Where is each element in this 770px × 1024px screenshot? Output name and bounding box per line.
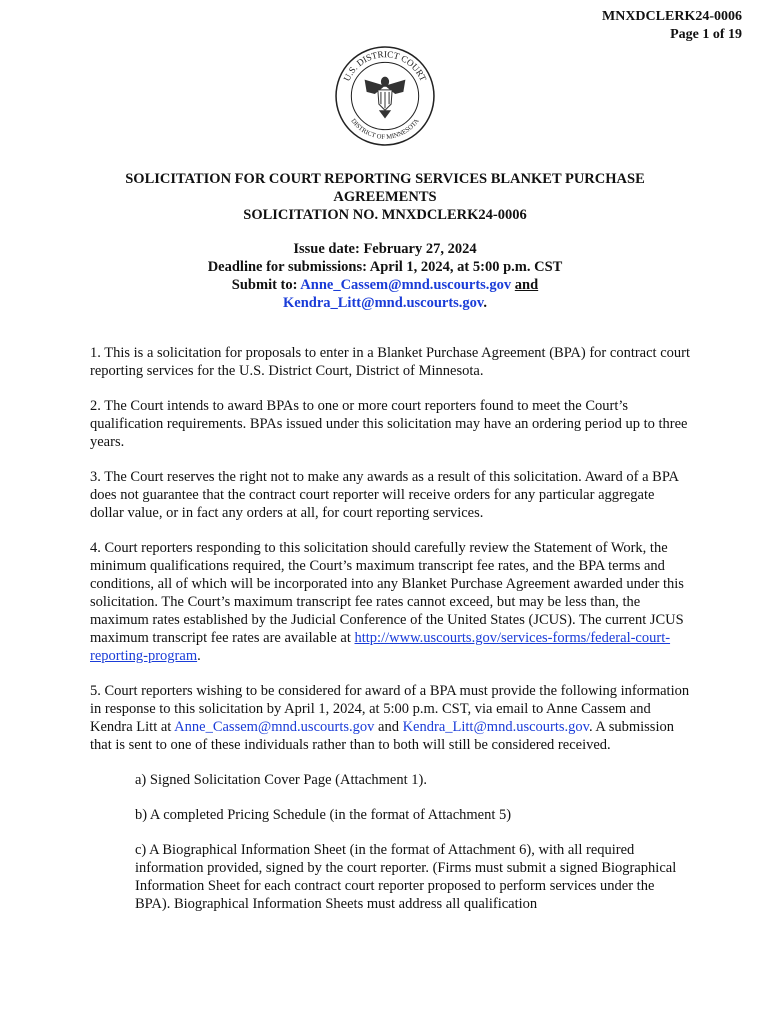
solicitation-number: MNXDCLERK24-0006 [602,9,742,24]
submit-to-line-2 [0,294,770,312]
email-link-kendra[interactable]: Kendra_Litt@mnd.uscourts.gov [282,295,484,311]
email-link-anne[interactable]: Anne_Cassem@mnd.uscourts.gov [300,277,512,293]
list-item-a: a) Signed Solicitation Cover Page (Attachment 1). [135,772,427,788]
seal-bottom-text: DISTRICT OF MINNESOTA [349,117,421,141]
issue-date: Issue date: February 27, 2024 [293,241,477,257]
solicitation-title [0,170,770,224]
title-line-1: SOLICITATION FOR COURT REPORTING SERVICES BLANKET PURCHASE [125,171,645,187]
paragraph-3: 3. The Court reserves the right not to make any awards as a result of this solicitation. Award of a BPA does not guarantee that the contract court reporter will receive orders for any particular aggregate dollar value, or in fact any orders at all, for court reporting services. [90,469,679,521]
paragraph-4-end: . [197,648,201,664]
and-text: and [514,277,539,293]
submit-to-label: Submit to: [231,277,301,293]
email-link-kendra-body[interactable]: Kendra_Litt@mnd.uscourts.gov [402,719,589,735]
period: . [483,295,488,311]
paragraph-4 [90,539,690,665]
email-link-anne-body[interactable]: Anne_Cassem@mnd.uscourts.gov [174,719,375,735]
submission-info [0,240,770,312]
submit-to-line [0,276,770,294]
list-item-b: b) A completed Pricing Schedule (in the format of Attachment 5) [135,807,512,823]
paragraph-5-text-b: . A submission that is sent to one of these individuals rather than to both will still be considered received. [90,719,674,753]
title-line-2: AGREEMENTS [333,189,437,205]
title-line-3: SOLICITATION NO. MNXDCLERK24-0006 [243,207,527,223]
deadline: Deadline for submissions: April 1, 2024, at 5:00 p.m. CST [207,259,563,275]
paragraph-5-and: and [374,719,403,735]
court-seal-icon [334,45,436,147]
document-header [602,8,742,44]
list-item-c: c) A Biographical Information Sheet (in the format of Attachment 6), with all required information provided, signed by the court reporter. (Firms must submit a signed Biographical Information Sheet for each contract court reporter proposed to perform services under the BPA). Biographical Information Sheets must address all qualification [135,842,677,912]
page-number: Page 1 of 19 [670,27,742,42]
document-body [90,344,690,930]
seal-top-text: U.S. DISTRICT COURT [341,49,429,83]
paragraph-4-text: 4. Court reporters responding to this solicitation should carefully review the Statement of Work, the minimum qualifications required, the Court’s maximum transcript fee rates, and the BPA terms and conditions, all of which will be incorporated into any Blanket Purchase Agreement awarded under this solicitation. The Court’s maximum transcript fee rates cannot exceed, but may be less than, the maximum rates established by the Judicial Conference of the United States (JCUS). The current JCUS maximum transcript fee rates are available at [90,540,684,646]
paragraph-1: 1. This is a solicitation for proposals to enter in a Blanket Purchase Agreement (BPA) for contract court reporting services for the U.S. District Court, District of Minnesota. [90,345,691,379]
fee-rates-link[interactable]: http://www.uscourts.gov/services-forms/federal-court-reporting-program [90,630,671,664]
paragraph-2: 2. The Court intends to award BPAs to one or more court reporters found to meet the Court’s qualification requirements. BPAs issued under this solicitation may have an ordering period up to three years. [90,398,688,450]
paragraph-5 [90,682,690,754]
paragraph-5-text-a: 5. Court reporters wishing to be considered for award of a BPA must provide the following information in response to this solicitation by April 1, 2024, at 5:00 p.m. CST, via email to Anne Cassem and Kendra Litt at [90,683,690,735]
